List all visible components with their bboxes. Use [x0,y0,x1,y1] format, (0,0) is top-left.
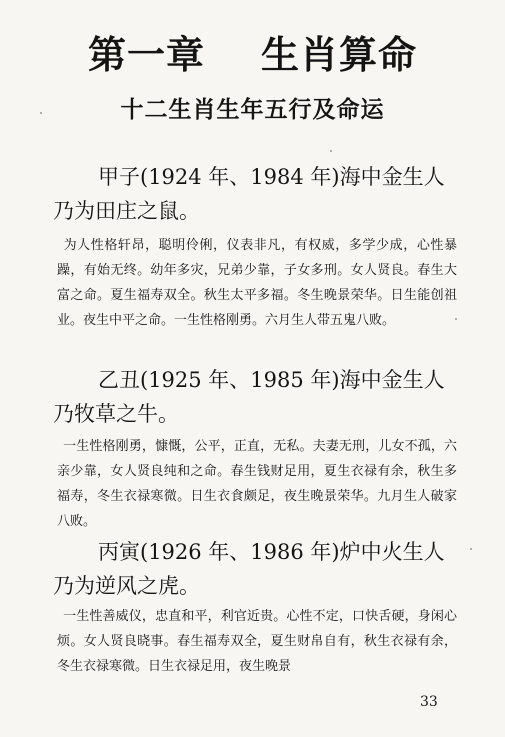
entry-body-text: 为人性格轩昂，聪明伶俐，仪表非凡，有权威，多学少成，心性暴躁，有始无终。幼年多灾，兄弟少靠，子女多刑。女人贤良。春生大富之命。夏生福寿双全。秋生太平多福。冬生晚景荣华。日生能创祖业。夜生中平之命。一生性格刚勇。六月生人带五鬼八败。 [57,238,457,328]
page-number: 33 [420,694,438,710]
chapter-number: 第一章 [87,33,205,77]
entry-heading-line2: 乃为田庄之鼠。 [53,199,200,223]
entry-body-ox [57,434,457,534]
chapter-name: 生肖算命 [261,33,418,77]
scan-speck [40,112,42,114]
scan-speck [470,548,472,550]
entry-heading-line1: 丙寅(1926 年、1986 年)炉中火生人 [98,540,445,564]
entry-heading-line1: 甲子(1924 年、1984 年)海中金生人 [98,165,445,189]
entry-heading-line1: 乙丑(1925 年、1985 年)海中金生人 [98,368,445,392]
entry-body-tiger [57,604,457,679]
entry-heading-ox [53,363,445,431]
chapter-title [0,24,505,79]
section-title: 十二生肖生年五行及命运 [120,97,385,123]
scan-speck [455,318,457,320]
entry-body-rat [57,233,457,333]
entry-body-text: 一生性格刚勇，慷慨，公平，正直，无私。夫妻无刑，儿女不孤，六亲少靠，女人贤良纯和之命。春生钱财足用，夏生衣禄有余，秋生多福寿，冬生衣禄寒微。日生衣食颇足，夜生晚景荣华。九月生人破家八败。 [57,439,457,529]
entry-heading-line2: 乃牧草之牛。 [53,402,179,426]
entry-body-text: 一生性善威仪，忠直和平，利官近贵。心性不定，口快舌硬，身闲心烦。女人贤良晓事。春生福寿双全，夏生财帛自有，秋生衣禄有余，冬生衣禄寒微。日生衣禄足用，夜生晚景 [57,609,457,674]
entry-heading-line2: 乃为逆风之虎。 [53,574,200,598]
entry-heading-rat [53,160,445,228]
scan-speck [330,150,332,152]
entry-heading-tiger [53,535,445,603]
